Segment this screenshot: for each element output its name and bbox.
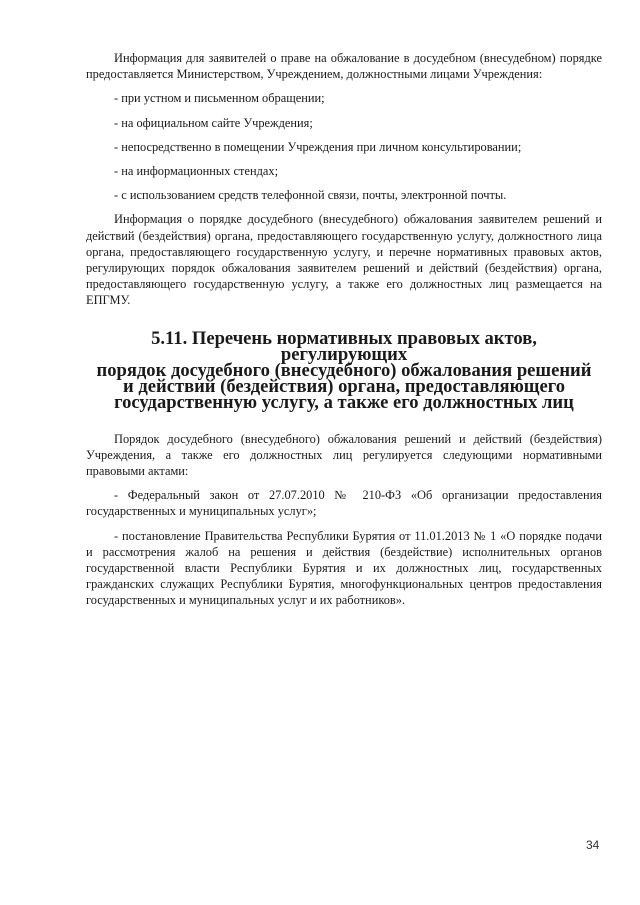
section-heading-line: порядок досудебного (внесудебного) обжалования решений <box>96 359 592 381</box>
list-item: - Федеральный закон от 27.07.2010 № 210-ФЗ «Об организации предоставления государственных и муниципальных услуг»; <box>86 488 602 519</box>
list-item: - при устном и письменном обращении; <box>114 91 325 106</box>
section-heading-line: и действий (бездействия) органа, предоставляющего <box>123 375 565 397</box>
appeal-info-paragraph: Информация для заявителей о праве на обжалование в досудебном (внесудебном) порядке предоставляется Министерством, Учреждением, должностными лицами Учреждения: <box>86 51 602 82</box>
list-item: - с использованием средств телефонной связи, почты, электронной почты. <box>114 188 507 203</box>
regulation-paragraph: Порядок досудебного (внесудебного) обжалования решений и действий (бездействия) Учреждения, а также его должностных лиц регулируется следующими нормативными правовыми актами: <box>86 431 602 479</box>
list-item: - на информационных стендах; <box>114 164 279 179</box>
list-item: - непосредственно в помещении Учреждения при личном консультировании; <box>114 139 522 154</box>
list-item: - постановление Правительства Республики Бурятия от 11.01.2013 № 1 «О порядке подачи и рассмотрения жалоб на решения и действия (бездействие) исполнительных органов государственной власти Республики Бурятия и их должностных лиц, государственных гражданских служащих Республики Бурятия, многофункциональных центров предоставления государственных и муниципальных услуг и их работников». <box>86 528 602 608</box>
section-heading-line: 5.11. Перечень нормативных правовых актов, регулирующих <box>151 327 537 365</box>
document-body <box>86 50 602 609</box>
list-item: - на официальном сайте Учреждения; <box>114 115 313 130</box>
appeal-procedure-paragraph: Информация о порядке досудебного (внесудебного) обжалования заявителем решений и действий (бездействия) органа, предоставляющего государственную услугу, должностного лица органа, предоставляющего государственную услугу, и перечне нормативных правовых актов, регулирующих порядок обжалования заявителем решений и действий (бездействия) органа, предоставляющего государственную услугу, а также его должностных лиц размещается на ЕПГМУ. <box>86 212 602 308</box>
section-heading <box>86 327 602 413</box>
section-heading-line: государственную услугу, а также его должностных лиц <box>114 391 574 413</box>
page-number: 34 <box>586 838 600 852</box>
